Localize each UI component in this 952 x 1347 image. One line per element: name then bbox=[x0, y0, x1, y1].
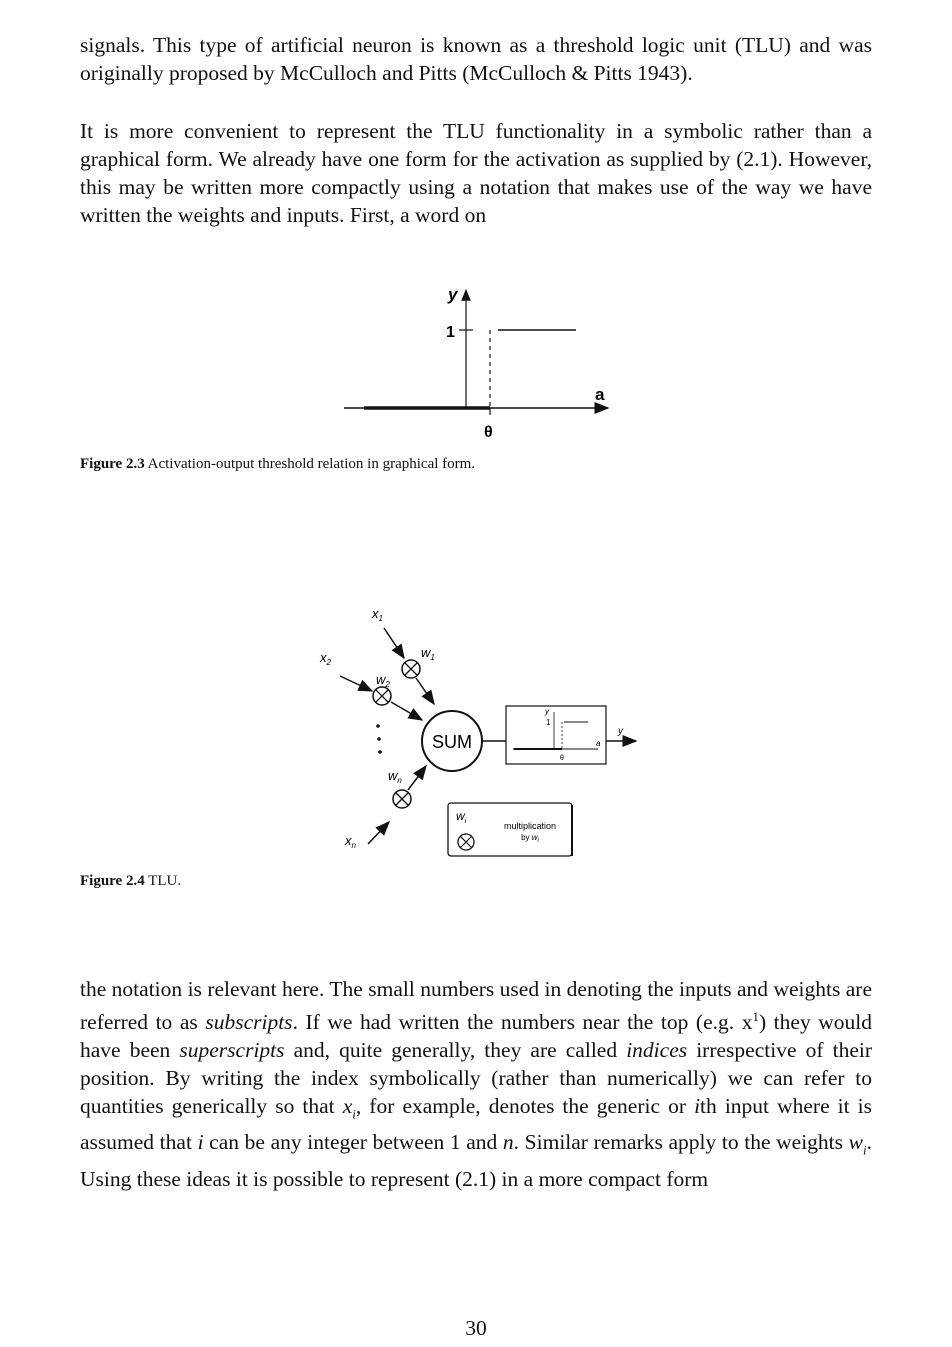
y-axis-label: y bbox=[448, 285, 458, 304]
legend-text-line1: multiplication bbox=[503, 821, 557, 831]
theta-label: θ bbox=[484, 424, 493, 441]
figure-2-4-tlu-diagram bbox=[300, 600, 650, 870]
w2-label: $w_2$ bbox=[376, 672, 390, 689]
inset-y-label: y bbox=[545, 707, 549, 716]
legend-multiplier-icon bbox=[458, 834, 474, 850]
symbol-x: x bbox=[342, 1094, 353, 1119]
figure-2-4-caption-label: Figure 2.4 bbox=[80, 873, 145, 889]
ellipsis-dot bbox=[376, 724, 380, 728]
paragraph-symbolic-form: It is more convenient to represent the TLU functionality in a symbolic rather than a graphical form. We already have one form for the activation as supplied by (2.1). However, this may be written more compactly using a notation that makes use of the way we have written the weights and inputs. First, a word on bbox=[80, 119, 872, 227]
symbol-i: i bbox=[197, 1130, 204, 1155]
a-axis-label: a bbox=[595, 385, 605, 404]
text-run: irrespective of their position. By writing the index symbolically (rather than numerically) we can refer to quantities generically so that bbox=[80, 1038, 873, 1119]
figure-2-4-caption-text: TLU. bbox=[144, 873, 182, 889]
superscript-example: 1 bbox=[752, 1009, 759, 1024]
output-y-label: y bbox=[618, 726, 623, 737]
x1-input-arrow bbox=[384, 628, 404, 658]
w1-label: $w_1$ bbox=[421, 645, 435, 662]
inset-one-label: 1 bbox=[546, 718, 551, 727]
threshold-function-box bbox=[506, 706, 606, 764]
page-number: 30 bbox=[465, 1316, 487, 1340]
text-run: can be any integer between 1 and bbox=[203, 1130, 503, 1155]
inset-a-label: a bbox=[596, 739, 601, 748]
text-run: th input where it is assumed that bbox=[80, 1094, 873, 1155]
text-run: , for example, denotes the generic or bbox=[355, 1094, 695, 1119]
w2-multiplier-icon bbox=[373, 687, 391, 705]
text-run: ) they would have been bbox=[80, 1010, 873, 1063]
paragraph-intro: signals. This type of artificial neuron is known as a threshold logic unit (TLU) and was originally proposed by McCulloch and Pitts (McCulloch & Pitts 1943). bbox=[80, 33, 872, 85]
symbol-w-subscript: i bbox=[863, 1142, 867, 1158]
figure-2-3-caption-label: Figure 2.3 bbox=[80, 456, 145, 472]
x2-label: $x_2$ bbox=[320, 650, 331, 667]
x2-input-arrow bbox=[340, 676, 372, 691]
figure-2-3-caption bbox=[80, 455, 475, 473]
wn-output-arrow bbox=[408, 766, 426, 790]
wn-label: $w_n$ bbox=[388, 768, 402, 785]
xn-input-arrow bbox=[368, 822, 389, 844]
ellipsis-dot bbox=[378, 750, 382, 754]
paragraph-notation bbox=[80, 975, 872, 1193]
symbol-w: w bbox=[848, 1130, 863, 1155]
term-indices: indices bbox=[626, 1038, 688, 1063]
wn-multiplier-icon bbox=[393, 790, 411, 808]
symbol-n: n bbox=[502, 1130, 514, 1155]
text-run: the notation is relevant here. The small numbers used in denoting the inputs and weights are referred to as bbox=[80, 977, 872, 1035]
symbol-x-subscript: i bbox=[352, 1106, 356, 1122]
w1-multiplier-icon bbox=[402, 660, 420, 678]
w1-output-arrow bbox=[416, 678, 434, 704]
inset-theta-label: θ bbox=[560, 755, 564, 762]
legend-text-line2: by $w_i$ bbox=[521, 833, 539, 844]
figure-2-4-caption bbox=[80, 872, 181, 890]
ellipsis-dot bbox=[377, 737, 381, 741]
figure-2-3-threshold-graph bbox=[330, 280, 630, 450]
term-superscripts: superscripts bbox=[179, 1038, 285, 1063]
tick-label-one: 1 bbox=[446, 324, 455, 341]
sum-label: SUM bbox=[432, 732, 472, 752]
xn-label: $x_n$ bbox=[345, 833, 356, 850]
text-run: . If we had written the numbers near the top (e.g. x bbox=[292, 1010, 753, 1035]
legend-w-label: $w_i$ bbox=[456, 809, 467, 825]
term-subscripts: subscripts bbox=[205, 1010, 293, 1035]
symbol-i: i bbox=[694, 1094, 701, 1119]
text-run: . Using these ideas it is possible to represent (2.1) in a more compact form bbox=[80, 1130, 872, 1191]
text-run: . Similar remarks apply to the weights bbox=[513, 1130, 849, 1155]
figure-2-3-caption-text: Activation-output threshold relation in graphical form. bbox=[144, 456, 476, 472]
w2-output-arrow bbox=[391, 702, 422, 720]
x1-label: $x_1$ bbox=[372, 606, 383, 623]
text-run: and, quite generally, they are called bbox=[284, 1038, 627, 1063]
